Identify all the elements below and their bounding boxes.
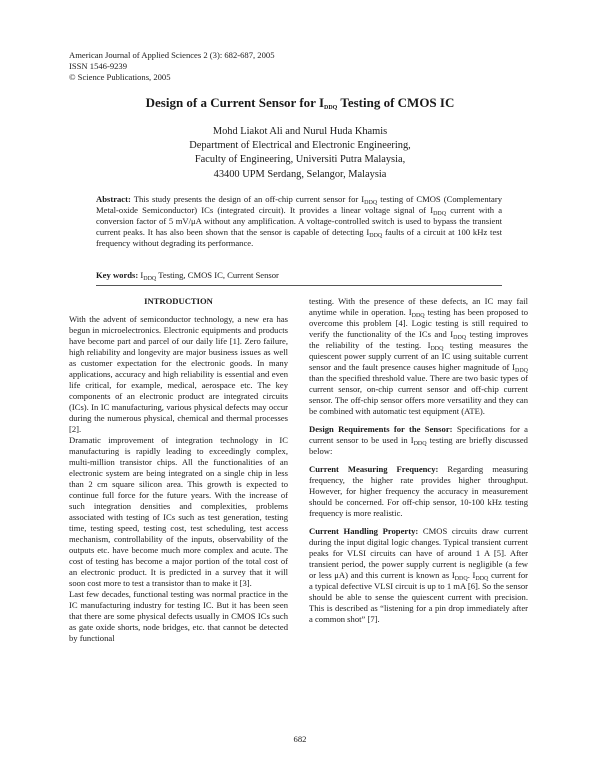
design-requirements-paragraph: Design Requirements for the Sensor: Specifications for a current sensor to be used in $I_{DDQ}$ testing are briefly discussed below: xyxy=(309,424,528,456)
section-divider xyxy=(96,285,502,286)
author-department: Department of Electrical and Electronic Engineering, xyxy=(189,140,411,152)
author-names: Mohd Liakot Ali and Nurul Huda Khamis xyxy=(212,126,388,137)
abstract: Abstract: This study presents the design of an off-chip current sensor for $I_{DDQ}$ testing of CMOS (Complementary Metal-oxide Semiconductor) ICs (integrated circuit). It provides a linear voltage signal of $I_{DDQ}$ current with a conversion factor of 5 mV/μA without any amplification. A voltage-controlled switch is used to bypass the transient current peaks. It has also been shown that the sensor is capable of detecting $I_{DDQ}$ faults of a circuit at 100 kHz test frequency without degrading its performance. xyxy=(96,194,503,248)
intro-paragraph-3: Last few decades, functional testing was normal practice in the IC manufacturing industry for testing IC. But it has been seen that there are some physical defects usually in CMOS ICs such as gate oxide shorts, node bridges, etc. that cannot be detected by functional xyxy=(69,589,288,643)
right-column xyxy=(309,296,528,625)
design-requirements-heading: Design Requirements for the Sensor: xyxy=(309,424,453,434)
author-address: 43400 UPM Serdang, Selangor, Malaysia xyxy=(213,168,387,180)
copyright: © Science Publications, 2005 xyxy=(69,72,171,82)
issn: ISSN 1546-9239 xyxy=(69,61,128,71)
journal-header xyxy=(69,50,275,83)
intro-paragraph-2: Dramatic improvement of integration technology in IC manufacturing is rapidly leading to exceedingly complex, multi-million transistor chips. All the functionalities of an electronic system are being integrated on a single chip in less than 2 cm square silicon area. This growth is expected to continue full force for the future years. With the increase of such integration densities and complexities, problems associated with testing of ICs such as test generation, testing time, testing speed, testing cost, test scheduling, test access mechanism, controllability of the inputs, observability of the outputs etc. have become much more complex and acute. The cost of testing has become a major portion of the total cost of an electronic product. It is predicted in a survey that it will soon cost more to test a transistor than to make it [3]. xyxy=(69,435,288,588)
author-faculty: Faculty of Engineering, Universiti Putra Malaysia, xyxy=(194,154,406,166)
current-handling-heading: Current Handling Property: xyxy=(309,526,419,536)
section-heading-introduction: INTRODUCTION xyxy=(144,296,213,306)
keywords-label: Key words: xyxy=(96,270,139,280)
intro-paragraph-1: With the advent of semiconductor technology, a new era has begun in microelectronics. Electronic equipments and products have become part and parcel of our daily life [1]. Zero failure, high reliability and longevity are major business issues as well as customer expectation for the electronic goods. In many applications, accuracy and high reliability is essential and even life critical, for example, medical, aerospace etc. The key components of an electronic product are integrated circuits (ICs). In IC manufacturing, various physical defects may occur during the numerous physical, chemical and thermal processes [2]. xyxy=(69,314,288,434)
page-number: 682 xyxy=(293,734,307,744)
author-block xyxy=(0,125,600,182)
left-column xyxy=(69,296,288,644)
paper-title: Design of a Current Sensor for $I_{DDQ}$ Testing of CMOS IC xyxy=(145,95,455,111)
measuring-frequency-paragraph: Current Measuring Frequency: Regarding measuring frequency, the higher rate provides higher throughput. However, for higher frequency the accuracy in measurement should be concerned. For off-chip sensor, 10-100 kHz testing frequency is more realistic. xyxy=(309,464,528,518)
measuring-frequency-heading: Current Measuring Frequency: xyxy=(309,464,439,474)
right-paragraph-1: testing. With the presence of these defects, an IC may fail anytime while in operation. $I_{DDQ}$ testing has been proposed to overcome this problem [4]. Logic testing is still required to verify the functionality of the ICs and $I_{DDQ}$ testing improves the reliability of the testing. $I_{DDQ}$ testing measures the quiescent power supply current of an IC using suitable current sensor and the fault presence causes higher magnitude of $I_{DDQ}$ than the specified threshold value. There are two basic types of current sensor, on-chip current sensor and off-chip current sensor. The off-chip sensor offers more versatility and they can be combined with automatic test equipment (ATE). xyxy=(309,296,528,416)
keywords: Key words: $I_{DDQ}$ Testing, CMOS IC, Current Sensor xyxy=(96,270,279,282)
journal-citation: American Journal of Applied Sciences 2 (3): 682-687, 2005 xyxy=(69,50,275,60)
current-handling-paragraph: Current Handling Property: CMOS circuits draw current during the input digital logic changes. Typical transient current peaks for VLSI circuits can have of around 1 A [5]. After transient period, the power supply current is negligible (a few or less μA) and this current is known as $I_{DDQ}$. $I_{DDQ}$ current for a typical defective VLSI circuit is up to 1 mA [6]. So the sensor should be able to sense the quiescent current with precision. This is described as “listening for a pin drop immediately after a common shot” [7]. xyxy=(309,526,528,624)
abstract-label: Abstract: xyxy=(96,194,131,204)
